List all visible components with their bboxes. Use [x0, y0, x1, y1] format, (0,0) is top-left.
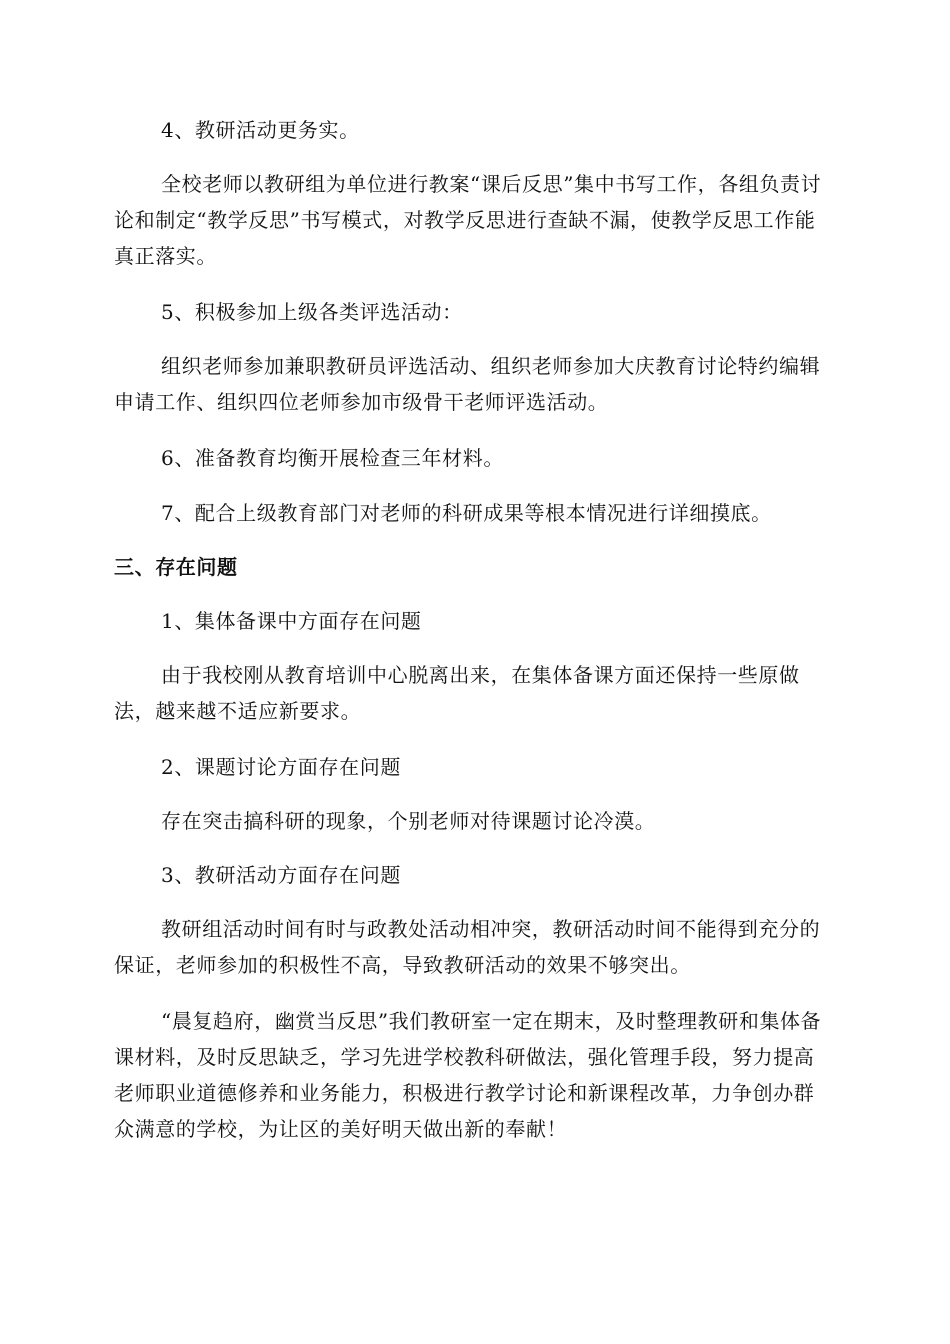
issue-title-3: 3、教研活动方面存在问题: [161, 863, 401, 887]
paragraph-item-4-body: 全校老师以教研组为单位进行教案“课后反思”集中书写工作，各组负责讨论和制定“教学反思”书写模式，对教学反思进行查缺不漏，使教学反思工作能真正落实。: [114, 172, 822, 268]
closing-paragraph: “晨复趋府，幽赏当反思”我们教研室一定在期末，及时整理教研和集体备课材料，及时反思缺乏，学习先进学校教科研做法，强化管理手段，努力提高老师职业道德修养和业务能力，积极进行教学讨论和新课程改革，力争创办群众满意的学校，为让区的美好明天做出新的奉献！: [114, 1009, 822, 1141]
paragraph-item-5-body: 组织老师参加兼职教研员评选活动、组织老师参加大庆教育讨论特约编辑申请工作、组织四位老师参加市级骨干老师评选活动。: [114, 354, 821, 414]
issue-title-1: 1、集体备课中方面存在问题: [161, 609, 422, 633]
paragraph-item-5: 5、积极参加上级各类评选活动：: [161, 300, 463, 324]
issue-body-3: 教研组活动时间有时与政教处活动相冲突，教研活动时间不能得到充分的保证，老师参加的积极性不高，导致教研活动的效果不够突出。: [114, 917, 821, 977]
issue-title-2: 2、课题讨论方面存在问题: [161, 755, 401, 779]
issue-body-2: 存在突击搞科研的现象，个别老师对待课题讨论冷漠。: [161, 809, 656, 833]
paragraph-item-6: 6、准备教育均衡开展检查三年材料。: [161, 446, 504, 470]
issue-body-1: 由于我校刚从教育培训中心脱离出来，在集体备课方面还保持一些原做法，越来越不适应新要求。: [114, 663, 800, 723]
section-heading: 三、存在问题: [114, 555, 238, 579]
paragraph-item-7: 7、配合上级教育部门对老师的科研成果等根本情况进行详细摸底。: [161, 501, 772, 525]
paragraph-item-4: 4、教研活动更务实。: [161, 118, 360, 142]
